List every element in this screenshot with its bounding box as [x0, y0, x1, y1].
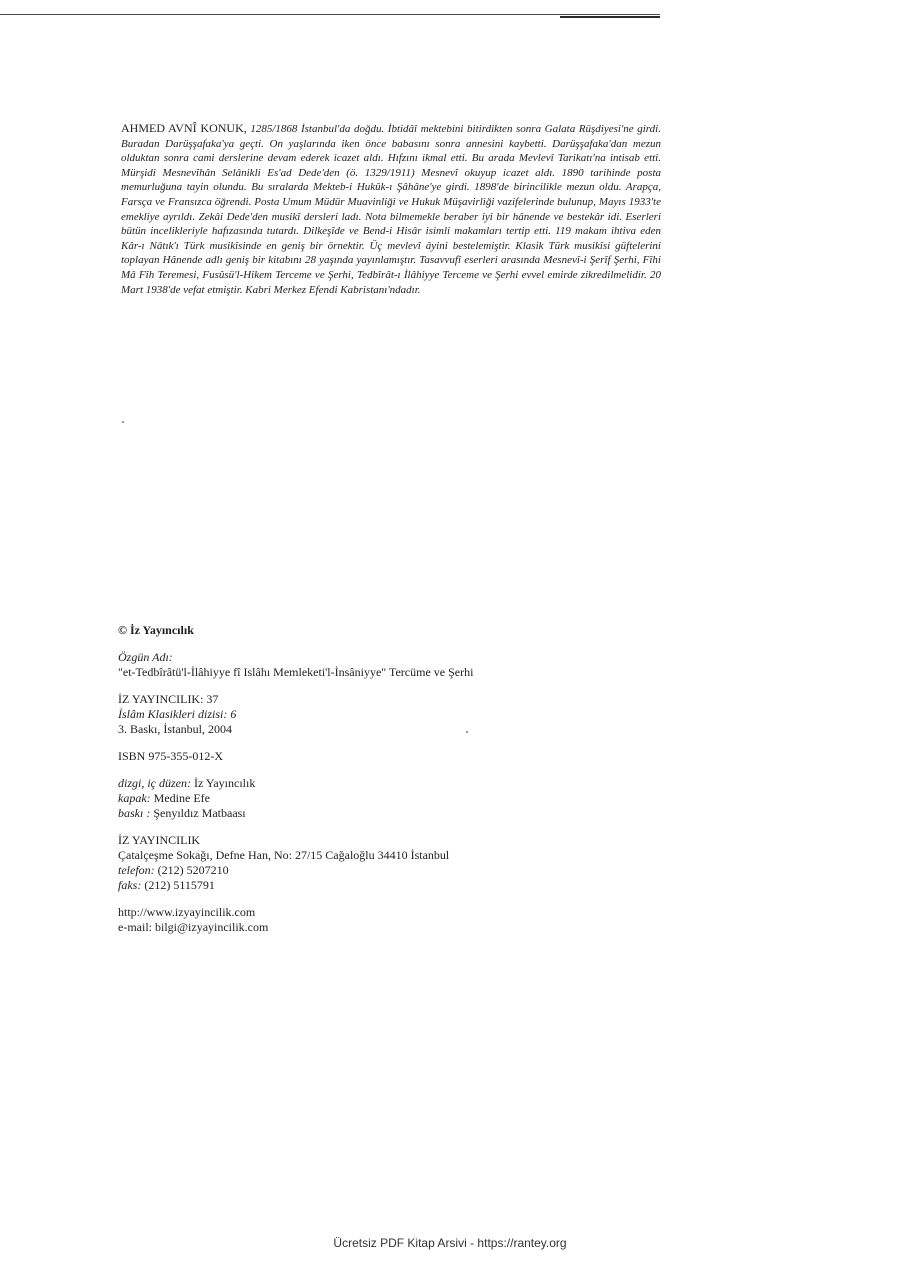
- author-biography: [121, 121, 661, 297]
- layout-credit: [118, 776, 678, 791]
- phone-label: telefon:: [118, 863, 155, 877]
- web-block: [118, 905, 678, 935]
- series-block: [118, 692, 678, 737]
- scan-speck: [466, 731, 468, 733]
- biography-text: 1285/1868 İstanbul'da doğdu. İbtidâî mektebini bitirdikten sonra Galata Rüşdiyesi'ne girdi. Buradan Darüşşafaka'ya geçti. On yaşlarında iken önce babasını sonra annesini kaybetti. Darüşşafaka'dan mezun olduktan sonra cami derslerine devam ederek icazet aldı. Hıfzını ikmal etti. Bu arada Mevlevî Tarikatı'na intisab etti. Mürşidi Mesnevîhân Selânikli Es'ad Dede'den (ö. 1329/1911) Mesnevî okuyup icazet aldı. 1890 tarihinde posta memurluğuna tayin olundu. Bu sıralarda Mekteb-i Hukûk-ı Şâhâne'ye girdi. 1898'de birincilikle mezun oldu. Arapça, Farsça ve Fransızca öğrendi. Posta Umum Müdür Muavinliği ve Hukuk Müşavirliği vazifelerinde bulunup, Mayıs 1933'te emekliye ayrıldı. Zekâi Dede'den musikî dersleri ladı. Nota bilmemekle beraber iyi bir hânende ve bestekâr idi. Eserleri bütün incelikleriyle hafızasında tutardı. Dilkeşîde ve Bend-i Hisâr isimli makamları tertip etti. 119 makam ihtiva eden Kâr-ı Nâtık'ı Türk musikîsinde en geniş bir örnektir. Üç mevlevî âyini bestelemiştir. Klasik Türk musikîsi güftelerini toplayan Hânende adlı geniş bir kitabını 28 yaşında yayınlamıştır. Tasavvufî eserleri arasında Mesnevî-i Şerîf Şerhi, Fîhi Mâ Fîh Teremesi, Fusûsü'l-Hikem Terceme ve Şerhi, Tedbîrât-ı İlâhiyye Terceme ve Şerhi evvel emirde zikredilmelidir. 20 Mart 1938'de vefat etmiştir. Kabri Merkez Efendi Kabristanı'ndadır.: [121, 123, 661, 296]
- series-name: İslâm Klasikleri dizisi: 6: [118, 707, 237, 721]
- credits-block: [118, 776, 678, 821]
- phone-value: (212) 5207210: [154, 863, 229, 877]
- edition-info: 3. Baskı, İstanbul, 2004: [118, 722, 232, 736]
- original-title-label: Özgün Adı:: [118, 650, 173, 664]
- print-label: baskı :: [118, 806, 151, 820]
- phone-line: [118, 863, 678, 878]
- website-link[interactable]: http://www.izyayincilik.com: [118, 905, 256, 919]
- author-name: AHMED AVNÎ KONUK,: [121, 121, 247, 135]
- isbn: ISBN 975-355-012-X: [118, 749, 223, 763]
- layout-value: İz Yayıncılık: [191, 776, 256, 790]
- imprint-section: [118, 623, 678, 947]
- email-link[interactable]: e-mail: bilgi@izyayincilik.com: [118, 920, 269, 934]
- scan-speck: [122, 421, 124, 423]
- fax-value: (212) 5115791: [141, 878, 215, 892]
- copyright-line: © İz Yayıncılık: [118, 623, 194, 637]
- print-value: Şenyıldız Matbaası: [150, 806, 246, 820]
- fax-line: [118, 878, 678, 893]
- layout-label: dizgi, iç düzen:: [118, 776, 191, 790]
- fax-label: faks:: [118, 878, 142, 892]
- cover-label: kapak:: [118, 791, 151, 805]
- publisher-contact-block: [118, 833, 678, 893]
- series-number: İZ YAYINCILIK: 37: [118, 692, 219, 706]
- top-scan-rule: [0, 14, 660, 15]
- print-credit: [118, 806, 678, 821]
- footer-watermark-text: Ücretsiz PDF Kitap Arsivi - https://rantey.org: [333, 1236, 567, 1250]
- top-scan-rule-heavy: [560, 16, 660, 18]
- cover-value: Medine Efe: [150, 791, 210, 805]
- isbn-block: [118, 749, 678, 764]
- original-title-block: [118, 650, 678, 680]
- cover-credit: [118, 791, 678, 806]
- publisher-name: İZ YAYINCILIK: [118, 833, 201, 847]
- publisher-address: Çatalçeşme Sokağı, Defne Han, No: 27/15 Cağaloğlu 34410 İstanbul: [118, 848, 450, 862]
- original-title: "et-Tedbîrâtü'l-İlâhiyye fî Islâhı Memleketi'l-İnsâniyye" Tercüme ve Şerhi: [118, 665, 474, 679]
